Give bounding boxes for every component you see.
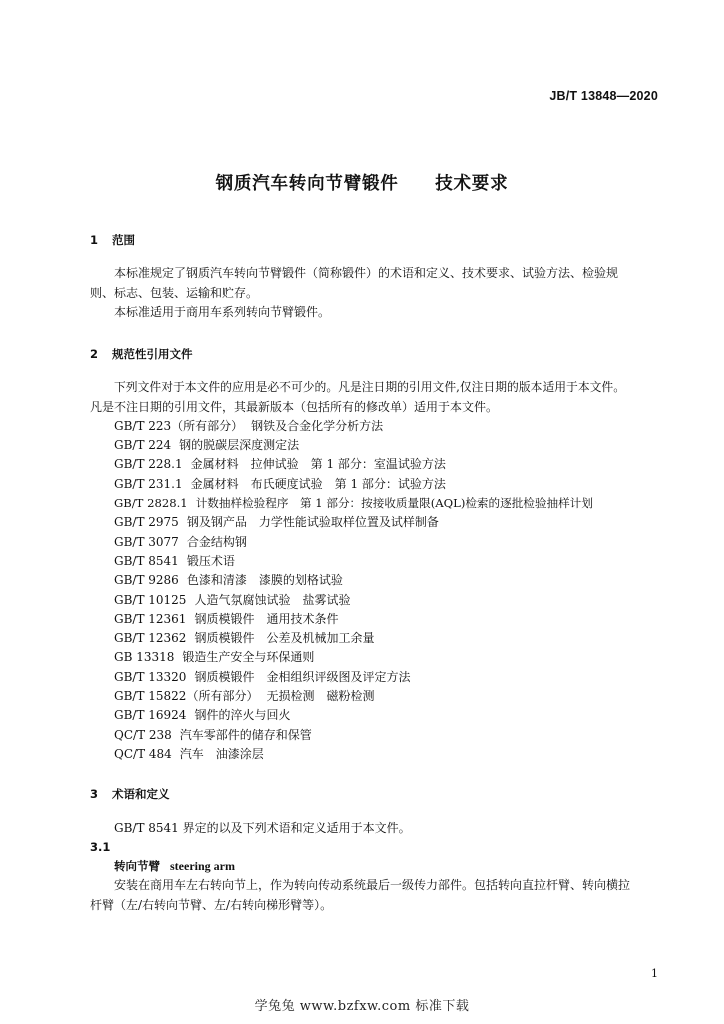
reference-item — [114, 457, 446, 471]
paragraph-line: 本标准适用于商用车系列转向节臂锻件。 — [114, 305, 331, 319]
reference-item — [114, 612, 338, 626]
section-2-heading — [90, 346, 193, 362]
reference-title: 汽车 油漆涂层 — [179, 747, 264, 761]
paragraph-line: 安装在商用车左右转向节上，作为转向传动系统最后一级传力部件。包括转向直拉杆臂、转向横拉 — [114, 878, 631, 892]
reference-code: GB/T 15822（所有部分） — [114, 689, 259, 703]
section-1-heading — [90, 232, 135, 248]
reference-code: GB/T 228.1 — [114, 457, 183, 471]
reference-code: GB/T 231.1 — [114, 477, 183, 491]
reference-title: 钢的脱碳层深度测定法 — [179, 438, 300, 452]
term-chinese: 转向节臂 — [114, 859, 160, 873]
section-title: 范围 — [112, 233, 135, 247]
reference-title: 钢铁及合金化学分析方法 — [251, 419, 384, 433]
paragraph-line: 下列文件对于本文件的应用是必不可少的。凡是注日期的引用文件,仅注日期的版本适用于本文件。 — [114, 380, 626, 394]
reference-code: GB/T 223（所有部分） — [114, 419, 244, 433]
reference-item — [114, 728, 312, 742]
term-english: steering arm — [170, 859, 235, 873]
term-entry — [114, 859, 235, 873]
reference-item — [114, 650, 314, 664]
reference-title: 锻造生产安全与环保通则 — [182, 650, 315, 664]
page-number: 1 — [651, 967, 658, 980]
reference-code: GB/T 12361 — [114, 612, 187, 626]
section-3-heading — [90, 786, 170, 802]
reference-code: GB/T 12362 — [114, 631, 187, 645]
page-title: 钢质汽车转向节臂锻件 技术要求 — [215, 174, 509, 194]
standard-code: JB/T 13848—2020 — [549, 89, 658, 103]
reference-item — [114, 708, 290, 722]
reference-code: QC/T 238 — [114, 728, 172, 742]
section-number: 1 — [90, 233, 99, 247]
reference-item — [114, 670, 410, 684]
reference-code: GB 13318 — [114, 650, 175, 664]
reference-title: 计数抽样检验程序 第 1 部分：按接收质量限(AQL)检索的逐批检验抽样计划 — [195, 496, 593, 510]
section-number: 2 — [90, 347, 99, 361]
reference-code: GB/T 2975 — [114, 515, 179, 529]
reference-code: GB/T 8541 — [114, 554, 179, 568]
reference-title: 钢及钢产品 力学性能试验取样位置及试样制备 — [186, 515, 439, 529]
reference-item — [114, 438, 299, 452]
section-title: 规范性引用文件 — [112, 347, 193, 361]
reference-item — [114, 747, 264, 761]
reference-item — [114, 554, 235, 568]
reference-title: 金属材料 拉伸试验 第 1 部分：室温试验方法 — [190, 457, 446, 471]
reference-item — [114, 419, 383, 433]
watermark-text: 学兔兔 www.bzfxw.com 标准下载 — [254, 999, 470, 1014]
reference-title: 汽车零部件的储存和保管 — [179, 728, 312, 742]
paragraph-line: 则、标志、包装、运输和贮存。 — [90, 286, 259, 300]
reference-item — [114, 535, 247, 549]
reference-item — [114, 496, 593, 510]
reference-item — [114, 631, 374, 645]
reference-code: GB/T 224 — [114, 438, 172, 452]
reference-title: 无损检测 磁粉检测 — [266, 689, 375, 703]
reference-title: 人造气氛腐蚀试验 盐雾试验 — [194, 593, 351, 607]
reference-code: QC/T 484 — [114, 747, 172, 761]
reference-code: GB/T 16924 — [114, 708, 187, 722]
paragraph-line: GB/T 8541 界定的以及下列术语和定义适用于本文件。 — [114, 821, 411, 835]
reference-title: 钢质模锻件 金相组织评级图及评定方法 — [194, 670, 411, 684]
reference-item — [114, 689, 374, 703]
section-number: 3 — [90, 787, 99, 801]
reference-item — [114, 593, 350, 607]
reference-item — [114, 573, 343, 587]
clause-number: 3.1 — [90, 840, 111, 854]
reference-code: GB/T 3077 — [114, 535, 179, 549]
reference-item — [114, 515, 439, 529]
reference-item — [114, 477, 446, 491]
section-title: 术语和定义 — [112, 787, 170, 801]
reference-title: 合金结构钢 — [186, 535, 247, 549]
reference-code: GB/T 10125 — [114, 593, 187, 607]
paragraph-line: 本标准规定了钢质汽车转向节臂锻件（简称锻件）的术语和定义、技术要求、试验方法、检验规 — [114, 266, 619, 280]
reference-code: GB/T 13320 — [114, 670, 187, 684]
reference-title: 金属材料 布氏硬度试验 第 1 部分：试验方法 — [190, 477, 446, 491]
reference-title: 色漆和清漆 漆膜的划格试验 — [186, 573, 343, 587]
paragraph-line: 杆臂（左/右转向节臂、左/右转向梯形臂等）。 — [90, 898, 333, 912]
reference-code: GB/T 2828.1 — [114, 496, 188, 510]
reference-title: 锻压术语 — [186, 554, 235, 568]
reference-title: 钢质模锻件 通用技术条件 — [194, 612, 339, 626]
reference-title: 钢质模锻件 公差及机械加工余量 — [194, 631, 375, 645]
reference-title: 钢件的淬火与回火 — [194, 708, 291, 722]
paragraph-line: 凡是不注日期的引用文件，其最新版本（包括所有的修改单）适用于本文件。 — [90, 400, 499, 414]
reference-code: GB/T 9286 — [114, 573, 179, 587]
